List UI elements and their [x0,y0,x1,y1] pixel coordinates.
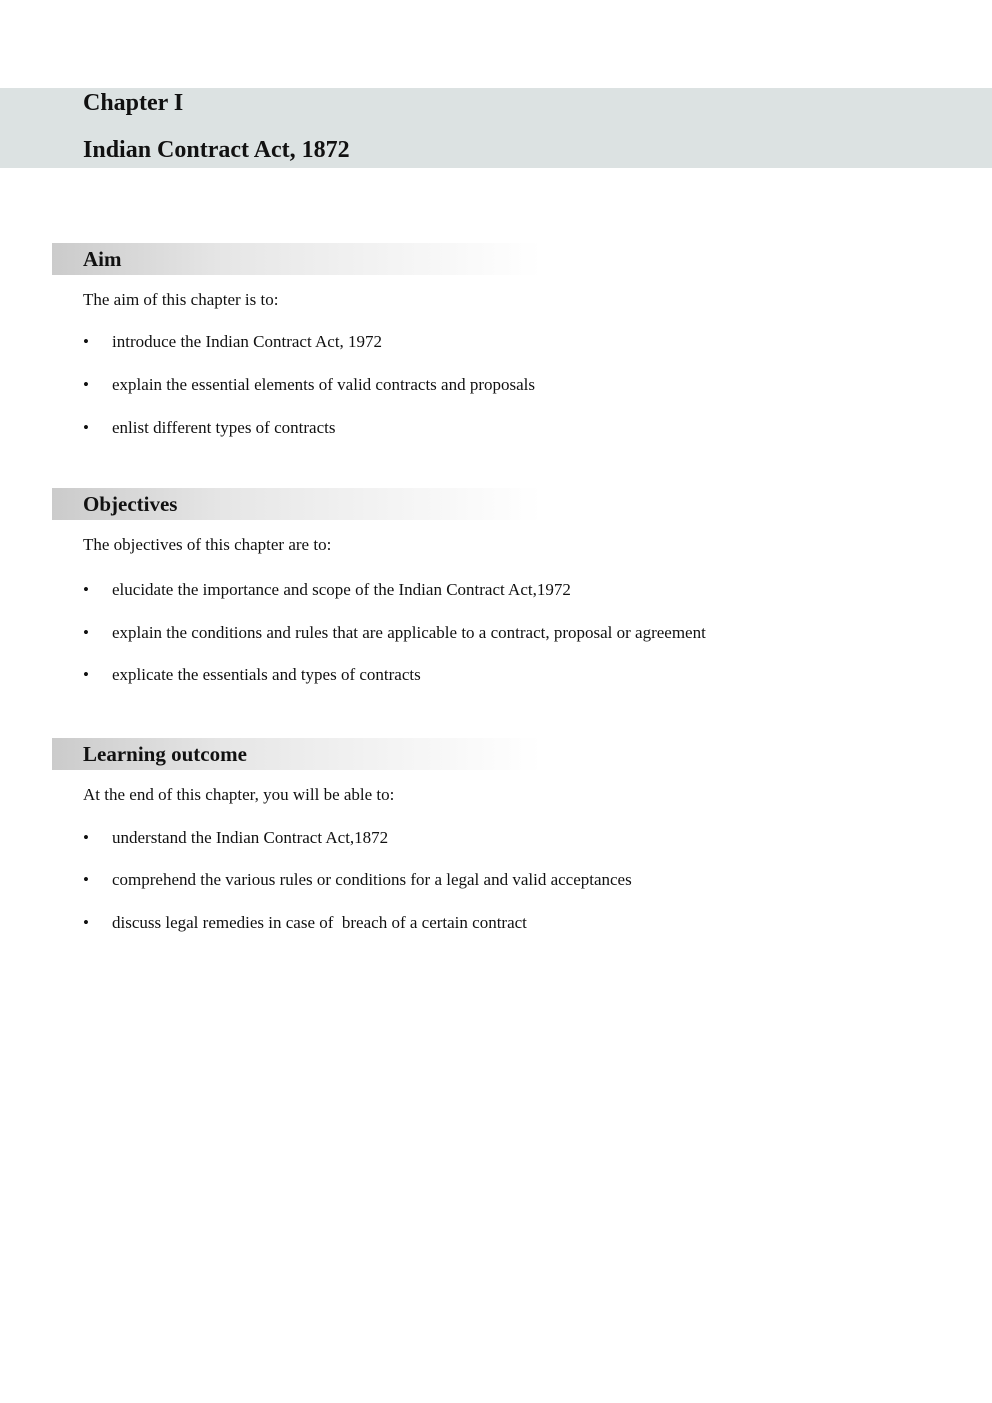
section-heading: Objectives [83,492,178,516]
section-heading-bar [52,738,542,770]
section-heading-bar [52,243,542,275]
section-heading-bar [52,488,542,520]
chapter-number: Chapter I [83,90,184,116]
section-heading: Learning outcome [83,742,247,766]
section-intro: The objectives of this chapter are to: [83,535,332,554]
section-intro: At the end of this chapter, you will be able to: [83,785,395,804]
section-heading: Aim [83,247,122,271]
chapter-title: Indian Contract Act, 1872 [83,137,350,163]
section-intro: The aim of this chapter is to: [83,290,279,309]
